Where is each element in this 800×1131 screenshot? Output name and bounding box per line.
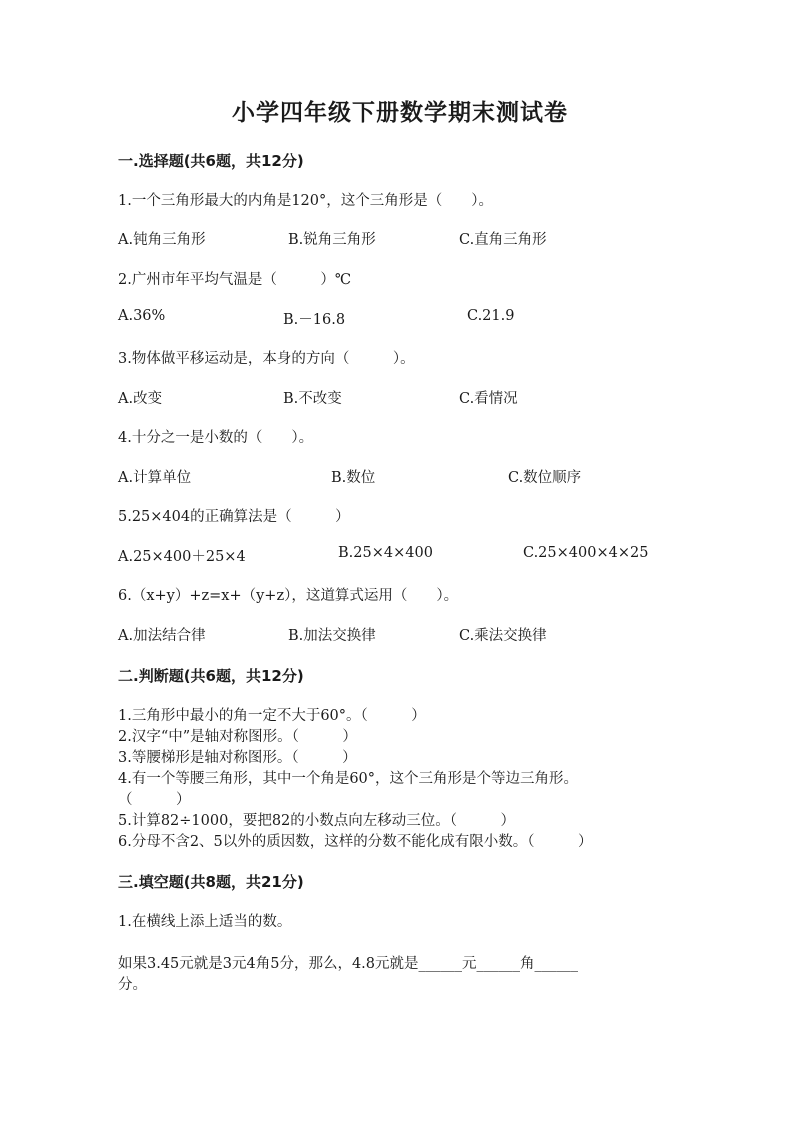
judge-item-5: 5.计算82÷1000，要把82的小数点向左移动三位。（ ） — [118, 813, 516, 829]
fill-question-1-cont: 分。 — [118, 977, 147, 993]
judge-item-1: 1.三角形中最小的角一定不大于60°。（ ） — [118, 708, 426, 724]
section-heading-judge: 二.判断题(共6题，共12分) — [118, 667, 304, 685]
judge-item-3: 3.等腰梯形是轴对称图形。（ ） — [118, 750, 357, 766]
option-5c: C.25×400×4×25 — [523, 545, 649, 561]
option-3a: A.改变 — [118, 391, 163, 407]
section-heading-fill: 三.填空题(共8题，共21分) — [118, 873, 304, 891]
option-4b: B.数位 — [331, 470, 376, 486]
option-6b: B.加法交换律 — [288, 628, 376, 644]
option-1b: B.锐角三角形 — [288, 232, 376, 248]
option-4a: A.计算单位 — [118, 470, 192, 486]
fill-question-1: 1.在横线上添上适当的数。 — [118, 914, 292, 930]
option-1c: C.直角三角形 — [459, 232, 547, 248]
judge-item-4: 4.有一个等腰三角形，其中一个角是60°，这个三角形是个等边三角形。 — [118, 771, 579, 787]
question-4: 4.十分之一是小数的（ ）。 — [118, 430, 314, 446]
judge-item-4-cont: （ ） — [118, 792, 191, 808]
question-5: 5.25×404的正确算法是（ ） — [118, 509, 350, 525]
fill-question-1-body: 如果3.45元就是3元4角5分，那么，4.8元就是______元______角______ — [118, 956, 579, 972]
option-6c: C.乘法交换律 — [459, 628, 547, 644]
option-5b: B.25×4×400 — [338, 545, 433, 561]
judge-item-2: 2.汉字“中”是轴对称图形。（ ） — [118, 729, 357, 745]
option-2c: C.21.9 — [467, 308, 515, 324]
section-heading-choice: 一.选择题(共6题，共12分) — [118, 152, 304, 170]
option-1a: A.钝角三角形 — [118, 232, 206, 248]
question-1: 1.一个三角形最大的内角是120°，这个三角形是（ ）。 — [118, 193, 494, 209]
judge-item-6: 6.分母不含2、5以外的质因数，这样的分数不能化成有限小数。（ ） — [118, 834, 593, 850]
option-3c: C.看情况 — [459, 391, 518, 407]
option-4c: C.数位顺序 — [508, 470, 582, 486]
option-6a: A.加法结合律 — [118, 628, 206, 644]
question-6: 6.（x+y）+z=x+（y+z），这道算式运用（ ）。 — [118, 588, 459, 604]
option-5a: A.25×400＋25×4 — [118, 549, 246, 565]
option-2b: B.－16.8 — [283, 312, 346, 328]
page-title: 小学四年级下册数学期末测试卷 — [232, 99, 568, 126]
question-2: 2.广州市年平均气温是（ ）℃ — [118, 272, 352, 288]
option-2a: A.36% — [118, 308, 166, 324]
option-3b: B.不改变 — [283, 391, 342, 407]
question-3: 3.物体做平移运动是，本身的方向（ ）。 — [118, 351, 415, 367]
